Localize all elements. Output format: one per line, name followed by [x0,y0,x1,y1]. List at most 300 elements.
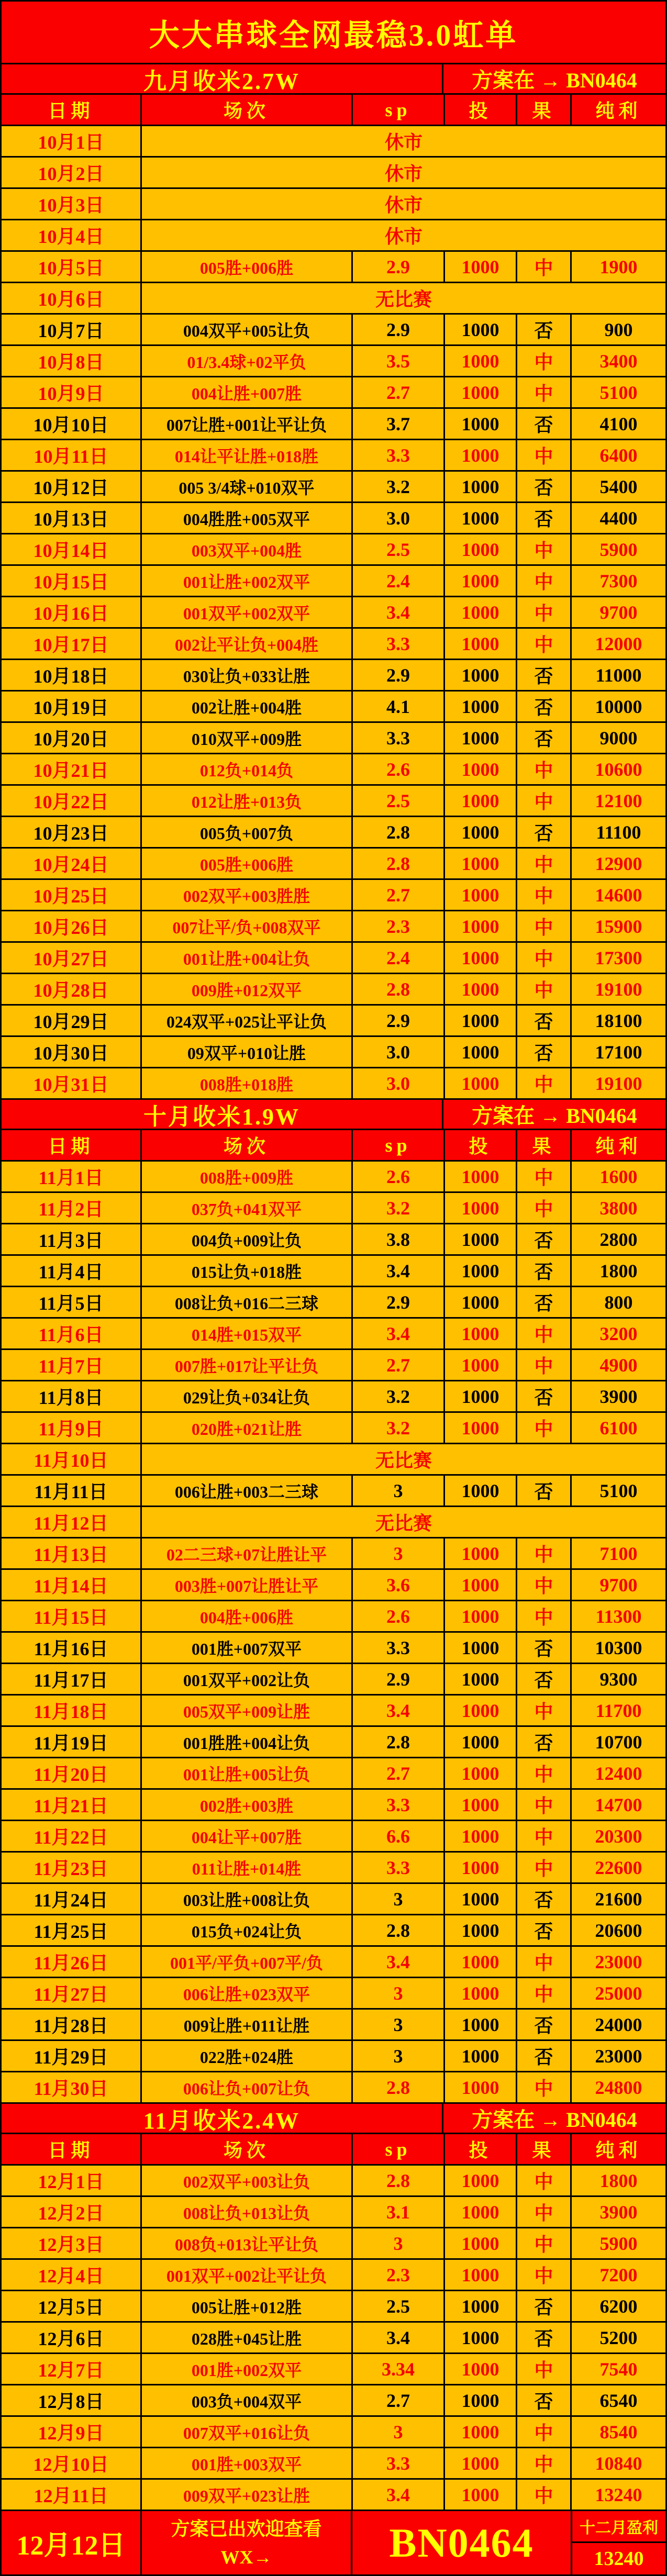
result-cell: 中 [517,1413,572,1443]
match-cell: 003让胜+008让负 [142,1884,353,1914]
table-row [2,1287,665,1319]
table-row [2,534,665,566]
match-cell: 008让负+013让负 [142,2197,353,2227]
sp-cell: 2.6 [353,1601,445,1631]
match-cell: 004双平+005让负 [142,315,353,344]
table-row [2,1381,665,1413]
sp-cell: 2.8 [353,817,445,847]
sp-cell: 3.4 [353,1256,445,1286]
footer-notice-line1: 方案已出欢迎查看 [171,2518,322,2539]
profit-cell: 1800 [599,1260,638,1281]
footer-month-profit [572,2511,665,2574]
date-cell: 10月15日 [2,566,142,596]
date-cell: 11月11日 [2,1476,142,1506]
match-cell: 001胜+002双平 [142,2354,353,2384]
stake-cell: 1000 [445,2448,517,2478]
result-cell: 否 [517,817,572,847]
match-cell: 004让平+007胜 [142,1821,353,1851]
profit-cell: 3800 [599,1197,638,1219]
date-cell: 10月22日 [2,786,142,816]
date-cell: 11月27日 [2,1978,142,2008]
match-cell: 001胜胜+004让负 [142,1727,353,1757]
result-cell: 否 [517,1664,572,1694]
result-cell: 否 [517,2291,572,2321]
result-cell: 否 [517,1884,572,1914]
table-row [2,1476,665,1507]
match-cell: 003胜+007让胜让平 [142,1570,353,1600]
footer-profit-label: 十二月盈利 [572,2511,665,2543]
match-cell: 001胜+007双平 [142,1633,353,1663]
column-header-cell: 投 [445,95,517,125]
result-cell: 否 [517,1256,572,1286]
table-row [2,1696,665,1727]
stake-cell: 1000 [445,315,517,344]
table-row [2,1256,665,1287]
month-summary: 11月收米2.4W [2,2104,443,2133]
profit-cell: 1800 [599,2170,638,2191]
match-cell: 001双平+002让平让负 [142,2260,353,2290]
profit-cell: 15900 [595,916,642,937]
column-header-cell: sp [353,2134,445,2164]
table-row [2,1037,665,1068]
date-cell: 12月9日 [2,2417,142,2447]
sp-cell: 2.6 [353,754,445,784]
date-cell: 11月29日 [2,2041,142,2071]
date-cell: 10月28日 [2,974,142,1004]
match-cell: 005胜+006胜 [142,849,353,878]
result-cell: 中 [517,786,572,816]
sp-cell: 3.3 [353,1790,445,1820]
stake-cell: 1000 [445,629,517,659]
table-row [2,1853,665,1884]
match-cell: 010双平+009胜 [142,723,353,753]
notice-cell: 休市 [384,195,423,216]
sp-cell: 2.7 [353,1758,445,1788]
date-cell: 12月11日 [2,2480,142,2510]
date-cell: 11月5日 [2,1287,142,1317]
stake-cell: 1000 [445,723,517,753]
column-header-cell: 场次 [142,2134,353,2164]
sp-cell: 4.1 [353,692,445,721]
date-cell: 12月4日 [2,2260,142,2290]
profit-cell: 12900 [595,853,642,874]
match-cell: 001平/平负+007平/负 [142,1947,353,1977]
sp-cell: 3.3 [353,1633,445,1663]
stake-cell: 1000 [445,503,517,533]
result-cell: 中 [517,1978,572,2008]
sections-container [2,64,665,2511]
date-cell: 12月10日 [2,2448,142,2478]
column-header-cell: 果 [517,95,572,125]
stake-cell: 1000 [445,1538,517,1568]
plan-reference: 方案在 → BN0464 [472,1104,637,1128]
table-row [2,189,665,220]
column-header-row [2,1130,665,1162]
match-cell: 001让胜+004让负 [142,943,353,973]
table-row [2,1727,665,1758]
profit-cell: 17300 [595,947,642,968]
match-cell: 09双平+010让胜 [142,1037,353,1067]
table-row [2,817,665,849]
table-row [2,1664,665,1696]
table-row [2,1790,665,1821]
match-cell: 01/3.4球+02平负 [142,346,353,376]
result-cell: 中 [517,1758,572,1788]
date-cell: 10月26日 [2,911,142,941]
footer-notice-line2: WX→ [220,2546,272,2568]
date-cell: 10月6日 [2,283,142,313]
match-cell: 020胜+021让胜 [142,1413,353,1443]
page-title: 大大串球全网最稳3.0虹单 [2,2,665,64]
result-cell: 中 [517,1193,572,1223]
match-cell: 003双平+004胜 [142,534,353,564]
date-cell: 10月10日 [2,409,142,439]
stake-cell: 1000 [445,692,517,721]
footer-date: 12月12日 [2,2511,142,2574]
profit-cell: 20600 [595,1920,642,1941]
profit-cell: 11300 [595,1605,642,1627]
date-cell: 10月30日 [2,1037,142,1067]
table-row [2,1006,665,1037]
match-cell: 022胜+024胜 [142,2041,353,2071]
date-cell: 11月22日 [2,1821,142,1851]
result-cell: 中 [517,1821,572,1851]
table-row [2,849,665,880]
profit-cell: 10840 [595,2452,642,2474]
stake-cell: 1000 [445,440,517,470]
sp-cell: 6.6 [353,1821,445,1851]
stake-cell: 1000 [445,2166,517,2195]
table-row [2,472,665,503]
result-cell: 否 [517,1381,572,1411]
stake-cell: 1000 [445,1413,517,1443]
result-cell: 否 [517,723,572,753]
match-cell: 005负+007负 [142,817,353,847]
sp-cell: 3.2 [353,1193,445,1223]
table-row [2,2323,665,2354]
column-header-cell: 场次 [142,95,353,125]
table-row [2,2010,665,2041]
sp-cell: 3 [353,1538,445,1568]
stake-cell: 1000 [445,1006,517,1035]
result-cell: 中 [517,1570,572,1600]
match-cell: 007让胜+001让平让负 [142,409,353,439]
result-cell: 中 [517,2166,572,2195]
stake-cell: 1000 [445,2354,517,2384]
column-header-row [2,2134,665,2166]
stake-cell: 1000 [445,880,517,910]
sp-cell: 2.5 [353,786,445,816]
result-cell: 中 [517,566,572,596]
match-cell: 005让胜+012胜 [142,2291,353,2321]
date-cell: 10月4日 [2,220,142,250]
profit-cell: 23000 [595,1951,642,1972]
result-cell: 否 [517,692,572,721]
profit-cell: 8540 [599,2421,638,2443]
profit-cell: 3900 [599,2201,638,2223]
result-cell: 中 [517,2417,572,2447]
date-cell: 11月2日 [2,1193,142,1223]
stake-cell: 1000 [445,849,517,878]
table-row [2,503,665,534]
profit-cell: 10300 [595,1637,642,1658]
column-header-cell: 纯利 [595,2140,642,2161]
table-row [2,2480,665,2511]
sp-cell: 3.3 [353,1853,445,1882]
table-row [2,754,665,786]
match-cell: 003负+004双平 [142,2385,353,2415]
column-header-cell: 投 [445,2134,517,2164]
column-header-cell: 果 [517,2134,572,2164]
sp-cell: 3.3 [353,723,445,753]
table-row [2,1413,665,1444]
result-cell: 中 [517,1538,572,1568]
date-cell: 12月2日 [2,2197,142,2227]
table-row [2,252,665,283]
stake-cell: 1000 [445,2010,517,2039]
profit-cell: 14700 [595,1794,642,1815]
match-cell: 024双平+025让平让负 [142,1006,353,1035]
date-cell: 11月25日 [2,1915,142,1945]
stake-cell: 1000 [445,1758,517,1788]
date-cell: 10月7日 [2,315,142,344]
result-cell: 中 [517,911,572,941]
table-row [2,409,665,440]
profit-cell: 4900 [599,1354,638,1376]
stake-cell: 1000 [445,252,517,282]
match-cell: 015让负+018胜 [142,1256,353,1286]
result-cell: 中 [517,2260,572,2290]
sp-cell: 3.0 [353,1068,445,1098]
match-cell: 014让平让胜+018胜 [142,440,353,470]
table-row [2,1884,665,1915]
match-cell: 005胜+006胜 [142,252,353,282]
result-cell: 中 [517,2448,572,2478]
match-cell: 001双平+002让负 [142,1664,353,1694]
section-header [2,2104,665,2134]
profit-cell: 5200 [599,2327,638,2348]
match-cell: 001让胜+005让负 [142,1758,353,1788]
stake-cell: 1000 [445,2480,517,2510]
profit-cell: 5900 [599,2233,638,2254]
match-cell: 012让胜+013负 [142,786,353,816]
stake-cell: 1000 [445,1853,517,1882]
stake-cell: 1000 [445,1696,517,1725]
date-cell: 11月16日 [2,1633,142,1663]
profit-cell: 6200 [599,2295,638,2317]
profit-cell: 12100 [595,790,642,811]
table-row [2,723,665,754]
date-cell: 12月6日 [2,2323,142,2352]
result-cell: 中 [517,943,572,973]
date-cell: 11月10日 [2,1444,142,1474]
match-cell: 005双平+009让胜 [142,1696,353,1725]
result-cell: 中 [517,1790,572,1820]
sp-cell: 2.7 [353,1350,445,1380]
stake-cell: 1000 [445,1664,517,1694]
date-cell: 10月23日 [2,817,142,847]
match-cell: 008让负+016二三球 [142,1287,353,1317]
profit-cell: 6540 [599,2390,638,2411]
notice-cell: 休市 [384,163,423,184]
result-cell: 否 [517,315,572,344]
notice-cell: 休市 [384,226,423,247]
sp-cell: 2.7 [353,2385,445,2415]
column-header-cell: sp [353,95,445,125]
result-cell: 中 [517,1853,572,1882]
stake-cell: 1000 [445,817,517,847]
profit-cell: 6100 [599,1417,638,1438]
stake-cell: 1000 [445,660,517,690]
sp-cell: 2.9 [353,315,445,344]
profit-cell: 6400 [599,444,638,466]
match-cell: 009双平+023让胜 [142,2480,353,2510]
table-row [2,1570,665,1601]
column-header-cell: 日期 [2,2134,142,2164]
table-row [2,2166,665,2197]
table-row [2,2072,665,2104]
table-row [2,2197,665,2228]
stake-cell: 1000 [445,346,517,376]
match-cell: 028胜+045让胜 [142,2323,353,2352]
table-row [2,1162,665,1193]
profit-cell: 3900 [599,1386,638,1407]
sp-cell: 2.8 [353,974,445,1004]
notice-cell: 休市 [384,132,423,153]
match-cell: 004负+009让负 [142,1224,353,1254]
column-header-cell: 果 [517,1130,572,1160]
table-row [2,566,665,597]
sp-cell: 3.4 [353,1696,445,1725]
sp-cell: 2.3 [353,2260,445,2290]
profit-cell: 7200 [599,2264,638,2285]
stake-cell: 1000 [445,1037,517,1067]
column-header-cell: 纯利 [595,101,642,121]
table-row [2,1193,665,1224]
sp-cell: 3.3 [353,629,445,659]
date-cell: 10月5日 [2,252,142,282]
sp-cell: 2.6 [353,1162,445,1191]
table-row [2,1224,665,1256]
profit-cell: 22600 [595,1857,642,1878]
profit-cell: 5400 [599,476,638,497]
result-cell: 中 [517,2228,572,2258]
profit-cell: 2800 [599,1229,638,1250]
date-cell: 10月3日 [2,189,142,219]
stake-cell: 1000 [445,1633,517,1663]
date-cell: 10月13日 [2,503,142,533]
profit-cell: 24800 [595,2077,642,2098]
date-cell: 10月25日 [2,880,142,910]
result-cell: 中 [517,2072,572,2102]
sp-cell: 3.5 [353,346,445,376]
stake-cell: 1000 [445,1287,517,1317]
sp-cell: 3.3 [353,2448,445,2478]
table-row [2,1947,665,1978]
date-cell: 10月14日 [2,534,142,564]
result-cell: 否 [517,660,572,690]
profit-cell: 1900 [599,256,638,277]
date-cell: 11月3日 [2,1224,142,1254]
stake-cell: 1000 [445,377,517,407]
table-row [2,1507,665,1538]
match-cell: 001双平+002双平 [142,597,353,627]
profit-cell: 5100 [599,1480,638,1501]
date-cell: 10月29日 [2,1006,142,1035]
sp-cell: 2.4 [353,566,445,596]
table-row [2,126,665,158]
table-row [2,2354,665,2385]
stake-cell: 1000 [445,472,517,501]
table-row [2,377,665,409]
date-cell: 12月5日 [2,2291,142,2321]
date-cell: 11月26日 [2,1947,142,1977]
profit-cell: 3400 [599,350,638,372]
sp-cell: 3.2 [353,472,445,501]
table-row [2,629,665,660]
match-cell: 008负+013让平让负 [142,2228,353,2258]
stake-cell: 1000 [445,1319,517,1348]
stake-cell: 1000 [445,1727,517,1757]
stake-cell: 1000 [445,974,517,1004]
profit-cell: 11700 [595,1700,642,1721]
column-header-cell: 场次 [142,1130,353,1160]
result-cell: 否 [517,1915,572,1945]
stake-cell: 1000 [445,1256,517,1286]
date-cell: 11月30日 [2,2072,142,2102]
profit-cell: 23000 [595,2045,642,2067]
date-cell: 11月18日 [2,1696,142,1725]
profit-cell: 4100 [599,413,638,434]
stake-cell: 1000 [445,1947,517,1977]
result-cell: 中 [517,597,572,627]
sp-cell: 3.7 [353,409,445,439]
stake-cell: 1000 [445,1790,517,1820]
table-row [2,1915,665,1947]
result-cell: 中 [517,1068,572,1098]
profit-cell: 5100 [599,382,638,403]
sp-cell: 3.2 [353,1413,445,1443]
sp-cell: 2.9 [353,660,445,690]
date-cell: 10月19日 [2,692,142,721]
match-cell: 001让胜+002双平 [142,566,353,596]
profit-cell: 14600 [595,884,642,906]
stake-cell: 1000 [445,1350,517,1380]
stake-cell: 1000 [445,2291,517,2321]
date-cell: 11月24日 [2,1884,142,1914]
result-cell: 中 [517,1601,572,1631]
result-cell: 否 [517,503,572,533]
date-cell: 11月9日 [2,1413,142,1443]
profit-cell: 25000 [595,1982,642,2004]
match-cell: 002让胜+004胜 [142,692,353,721]
date-cell: 11月7日 [2,1350,142,1380]
sp-cell: 3 [353,1884,445,1914]
match-cell: 001胜+003双平 [142,2448,353,2478]
column-header-cell: 日期 [2,1130,142,1160]
stake-cell: 1000 [445,786,517,816]
result-cell: 中 [517,974,572,1004]
result-cell: 中 [517,2480,572,2510]
table-row [2,2041,665,2072]
profit-cell: 7100 [599,1543,638,1564]
table-row [2,346,665,377]
date-cell: 10月11日 [2,440,142,470]
profit-cell: 21600 [595,1888,642,1910]
date-cell: 11月17日 [2,1664,142,1694]
table-row [2,1444,665,1476]
result-cell: 否 [517,2385,572,2415]
